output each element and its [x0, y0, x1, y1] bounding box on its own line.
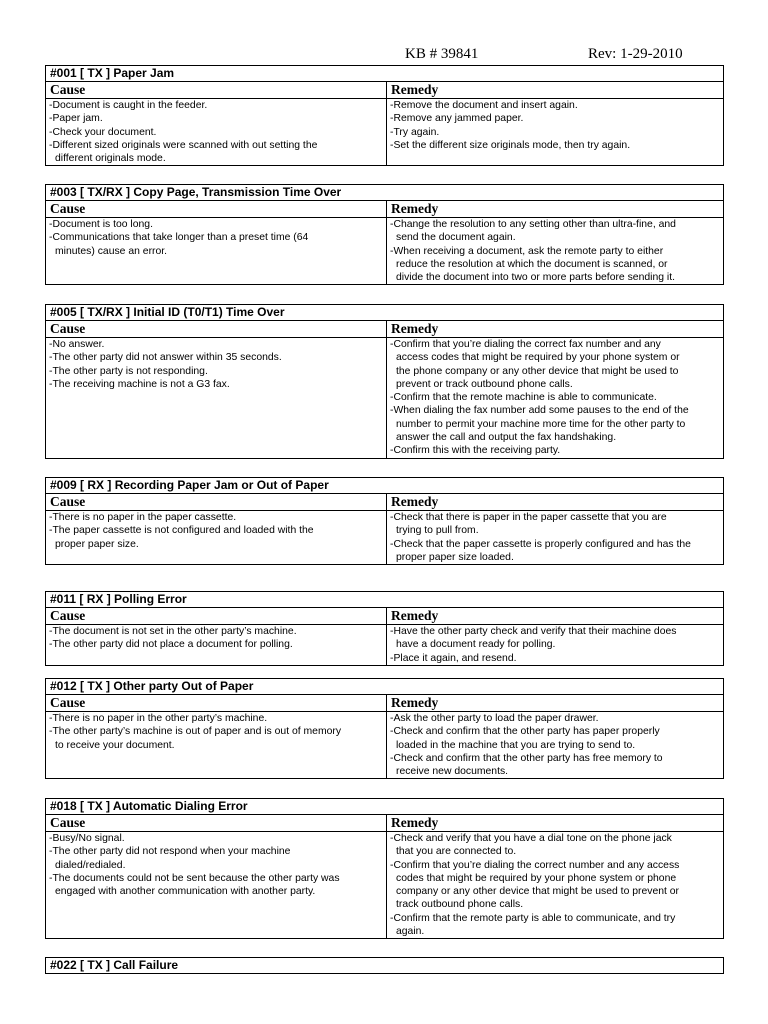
cause-line: -Paper jam.	[49, 113, 103, 125]
remedy-line: -Check that there is paper in the paper cassette that you are	[390, 512, 667, 523]
cause-line: -Check your document.	[49, 126, 157, 138]
error-title: #005 [ TX/RX ] Initial ID (T0/T1) Time Over	[46, 305, 723, 321]
cause-line: -The paper cassette is not configured and loaded with the	[49, 525, 314, 537]
remedy-line: -Remove the document and insert again.	[390, 100, 578, 111]
revision-date: Rev: 1-29-2010	[588, 46, 683, 62]
remedy-column	[387, 625, 723, 665]
remedy-header: Remedy	[391, 695, 439, 710]
error-title: #003 [ TX/RX ] Copy Page, Transmission Time Over	[46, 185, 723, 201]
remedy-line: -When receiving a document, ask the remote party to either	[390, 245, 664, 257]
error-block	[45, 184, 724, 285]
cause-line: -Document is caught in the feeder.	[49, 100, 208, 111]
error-title: #022 [ TX ] Call Failure	[50, 958, 179, 972]
remedy-line: -Place it again, and resend.	[390, 652, 517, 664]
remedy-column	[387, 511, 723, 564]
cause-line: different originals mode.	[55, 153, 166, 165]
cause-line: -The other party did not respond when your machine	[49, 846, 291, 858]
remedy-line: the phone company or any other device that might be used to	[396, 365, 679, 377]
remedy-line: -Confirm that you’re dialing the correct number and any access	[390, 859, 680, 871]
error-block	[45, 678, 724, 779]
cause-column	[46, 99, 387, 165]
remedy-line: -Try again.	[390, 126, 440, 138]
cause-line: -The other party did not answer within 35 seconds.	[49, 352, 282, 364]
remedy-line: -Remove any jammed paper.	[390, 113, 524, 125]
remedy-line: -Check that the paper cassette is properly configured and has the	[390, 538, 691, 550]
cause-line: -The document is not set in the other party’s machine.	[49, 626, 297, 637]
error-block	[45, 798, 724, 939]
remedy-header: Remedy	[391, 608, 439, 623]
cause-header: Cause	[46, 201, 387, 217]
cause-line: -There is no paper in the paper cassette.	[49, 512, 237, 523]
remedy-line: -Ask the other party to load the paper drawer.	[390, 713, 599, 724]
remedy-line: send the document again.	[396, 232, 516, 244]
cause-line: -The other party’s machine is out of paper and is out of memory	[49, 726, 342, 738]
column-header-row	[46, 321, 723, 338]
cause-line: -The documents could not be sent because the other party was	[49, 872, 340, 884]
page-header	[0, 45, 768, 65]
remedy-line: -Check and verify that you have a dial tone on the phone jack	[390, 833, 672, 844]
remedy-header: Remedy	[391, 82, 439, 97]
cause-line: dialed/redialed.	[55, 859, 126, 871]
cause-line: proper paper size.	[55, 538, 139, 550]
error-title: #001 [ TX ] Paper Jam	[46, 66, 723, 82]
remedy-column	[387, 99, 723, 165]
remedy-line: -Check and confirm that the other party has paper properly	[390, 726, 660, 738]
remedy-line: trying to pull from.	[396, 525, 479, 537]
cause-column	[46, 832, 387, 938]
cause-line: minutes) cause an error.	[55, 245, 168, 257]
remedy-line: company or any other device that might be used to prevent or	[396, 886, 680, 898]
remedy-column	[387, 832, 723, 938]
remedy-column	[387, 338, 723, 458]
column-header-row	[46, 494, 723, 511]
cause-line: -Busy/No signal.	[49, 833, 125, 844]
remedy-line: that you are connected to.	[396, 846, 517, 858]
error-block	[45, 65, 724, 166]
kb-number: KB # 39841	[405, 46, 479, 62]
cause-header: Cause	[46, 695, 387, 711]
column-header-row	[46, 608, 723, 625]
remedy-line: -Confirm that you’re dialing the correct fax number and any	[390, 339, 661, 350]
cause-column	[46, 712, 387, 778]
remedy-column	[387, 218, 723, 284]
cause-line: to receive your document.	[55, 739, 175, 751]
cause-header: Cause	[46, 321, 387, 337]
remedy-line: receive new documents.	[396, 766, 509, 778]
remedy-line: -Have the other party check and verify that their machine does	[390, 626, 677, 637]
cause-header: Cause	[46, 82, 387, 98]
cause-line: -The other party is not responding.	[49, 365, 208, 377]
cause-line: -No answer.	[49, 339, 105, 350]
remedy-line: proper paper size loaded.	[396, 551, 514, 563]
cause-line: engaged with another communication with another party.	[55, 886, 316, 898]
remedy-line: track outbound phone calls.	[396, 899, 524, 911]
cause-line: -There is no paper in the other party’s machine.	[49, 713, 268, 724]
cause-line: -Communications that take longer than a preset time (64	[49, 232, 309, 244]
cause-column	[46, 218, 387, 284]
remedy-header: Remedy	[391, 815, 439, 830]
cause-column	[46, 625, 387, 665]
error-block	[45, 591, 724, 666]
cause-line: -Document is too long.	[49, 219, 153, 230]
remedy-line: number to permit your machine more time for the other party to	[396, 418, 686, 430]
remedy-line: codes that might be required by your phone system or phone	[396, 872, 677, 884]
remedy-line: prevent or track outbound phone calls.	[396, 378, 573, 390]
column-header-row	[46, 201, 723, 218]
remedy-line: -Change the resolution to any setting other than ultra-fine, and	[390, 219, 676, 230]
cause-line: -Different sized originals were scanned with out setting the	[49, 139, 318, 151]
remedy-line: -Confirm this with the receiving party.	[390, 445, 561, 457]
error-title: #011 [ RX ] Polling Error	[46, 592, 723, 608]
error-title: #012 [ TX ] Other party Out of Paper	[46, 679, 723, 695]
remedy-line: loaded in the machine that you are trying to send to.	[396, 739, 636, 751]
error-block	[45, 304, 724, 459]
remedy-header: Remedy	[391, 494, 439, 509]
cause-column	[46, 338, 387, 458]
error-block	[45, 477, 724, 565]
remedy-header: Remedy	[391, 201, 439, 216]
column-header-row	[46, 82, 723, 99]
remedy-line: -Confirm that the remote party is able to communicate, and try	[390, 912, 676, 924]
column-header-row	[46, 695, 723, 712]
column-header-row	[46, 815, 723, 832]
remedy-line: access codes that might be required by your phone system or	[396, 352, 680, 364]
remedy-line: divide the document into two or more parts before sending it.	[396, 272, 675, 284]
remedy-line: reduce the resolution at which the document is scanned, or	[396, 258, 668, 270]
remedy-line: -Confirm that the remote machine is able to communicate.	[390, 392, 657, 404]
error-block	[45, 957, 724, 974]
cause-line: -The receiving machine is not a G3 fax.	[49, 378, 230, 390]
remedy-line: have a document ready for polling.	[396, 639, 556, 651]
cause-header: Cause	[46, 608, 387, 624]
error-title: #009 [ RX ] Recording Paper Jam or Out of Paper	[46, 478, 723, 494]
cause-header: Cause	[46, 815, 387, 831]
remedy-header: Remedy	[391, 321, 439, 336]
cause-column	[46, 511, 387, 564]
cause-header: Cause	[46, 494, 387, 510]
error-title: #018 [ TX ] Automatic Dialing Error	[46, 799, 723, 815]
remedy-column	[387, 712, 723, 778]
remedy-line: -When dialing the fax number add some pauses to the end of the	[390, 405, 689, 417]
remedy-line: -Check and confirm that the other party has free memory to	[390, 752, 663, 764]
cause-line: -The other party did not place a document for polling.	[49, 639, 293, 651]
remedy-line: -Set the different size originals mode, then try again.	[390, 139, 631, 151]
remedy-line: answer the call and output the fax handshaking.	[396, 432, 617, 444]
remedy-line: again.	[396, 926, 425, 938]
